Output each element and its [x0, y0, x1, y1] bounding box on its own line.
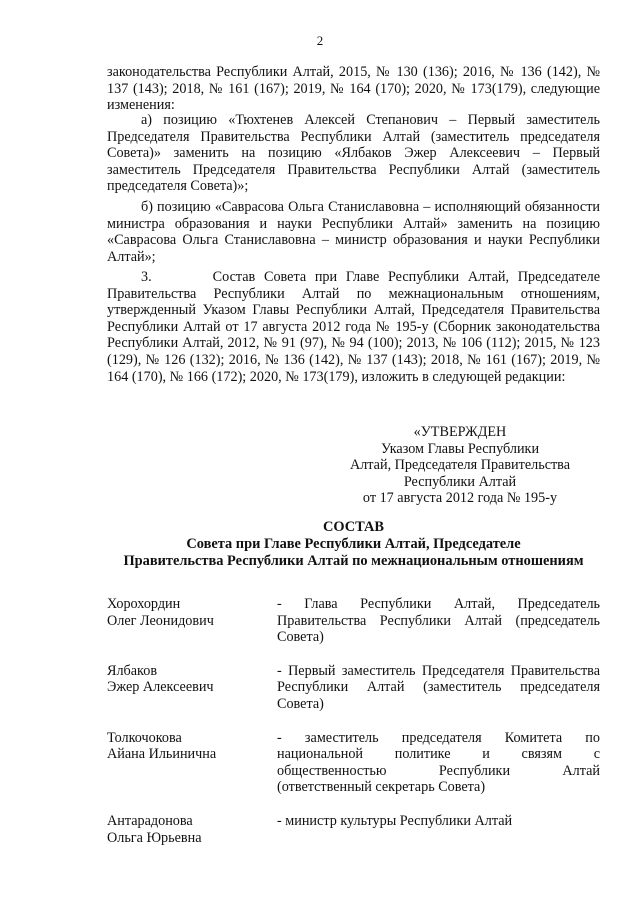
approval-line-4: Республики Алтай: [403, 473, 517, 490]
paragraph-item-b: б) позицию «Саврасова Ольга Станиславовна – исполняющий обязанности министра образования и науки Республики Алтай» заменить на позицию «Саврасова Ольга Станиславовна – министр образования и науки Республики Алтай»;: [107, 199, 600, 265]
member-row: [107, 730, 600, 796]
member-position: - Глава Республики Алтай, Председатель Правительства Республики Алтай (председатель Совета): [277, 596, 600, 646]
paragraph-1: законодательства Республики Алтай, 2015, № 130 (136); 2016, № 136 (142), № 137 (143); 2018, № 161 (167); 2019, № 164 (170); 2020, № 173(179), следующие изменения:: [107, 64, 600, 114]
members-list: [107, 596, 600, 862]
approval-line-1: «УТВЕРЖДЕН: [413, 424, 507, 440]
approval-stamp: [320, 424, 600, 507]
member-surname: Хорохордин: [107, 596, 181, 612]
amendment-item-b: [107, 199, 600, 265]
amendment-item-3: [107, 269, 600, 385]
member-row: [107, 663, 600, 713]
approval-line-2: Указом Главы Республики: [380, 440, 540, 457]
member-position: - министр культуры Республики Алтай: [277, 812, 513, 829]
member-surname: Антарадонова: [107, 812, 193, 829]
approval-line-3: Алтай, Председателя Правительства: [349, 457, 570, 474]
member-given-name: Айана Ильинична: [107, 746, 217, 763]
member-position: - заместитель председателя Комитета по национальной политике и связям с общественностью Республики Алтай (ответственный секретарь Совета): [277, 729, 600, 796]
member-surname: Ялбаков: [107, 662, 158, 679]
approval-line-5: от 17 августа 2012 года № 195-у: [362, 490, 558, 507]
member-name: [107, 730, 277, 796]
paragraph-item-a: а) позицию «Тюхтенев Алексей Степанович – Первый заместитель Председателя Правительства Республики Алтай (заместитель председателя Совета)» заменить на позицию «Ялбаков Эжер Алексеевич – Первый заместитель Председателя Правительства Республики Алтай (заместитель председателя Совета)»;: [107, 112, 600, 195]
paragraph-item-3: 3. Состав Совета при Главе Республики Алтай, Председателе Правительства Республики Алтай по межнациональным отношениям, утвержденный Указом Главы Республики Алтай, Председателя Правительства Республики Алтай от 17 августа 2012 года № 195-у (Сборник законодательства Республики Алтай, 2012, № 91 (97), № 94 (100); 2013, № 106 (112); 2015, № 123 (129), № 126 (132); 2016, № 136 (142), № 137 (143); 2018, № 161 (167); 2019, № 164 (170), № 166 (172); 2020, № 173(179), изложить в следующей редакции:: [107, 269, 600, 385]
member-name: [107, 596, 277, 646]
member-position: - Первый заместитель Председателя Правительства Республики Алтай (заместитель председателя Совета): [277, 662, 600, 712]
member-given-name: Ольга Юрьевна: [107, 829, 202, 846]
member-given-name: Олег Леонидович: [107, 612, 214, 629]
title-heading: СОСТАВ: [322, 519, 385, 535]
title-line-2: Правительства Республики Алтай по межнациональным отношениям: [123, 553, 584, 569]
amendment-item-a: [107, 112, 600, 195]
member-row: [107, 596, 600, 646]
page-number: 2: [316, 33, 324, 48]
amendment-paragraph-continuation: [107, 64, 600, 114]
document-title: [107, 519, 600, 570]
member-given-name: Эжер Алексеевич: [107, 679, 214, 696]
member-name: [107, 663, 277, 713]
title-line-1: Совета при Главе Республики Алтай, Председателе: [186, 536, 521, 552]
member-surname: Толкочокова: [107, 729, 182, 746]
member-name: [107, 813, 277, 846]
member-row: [107, 813, 600, 846]
